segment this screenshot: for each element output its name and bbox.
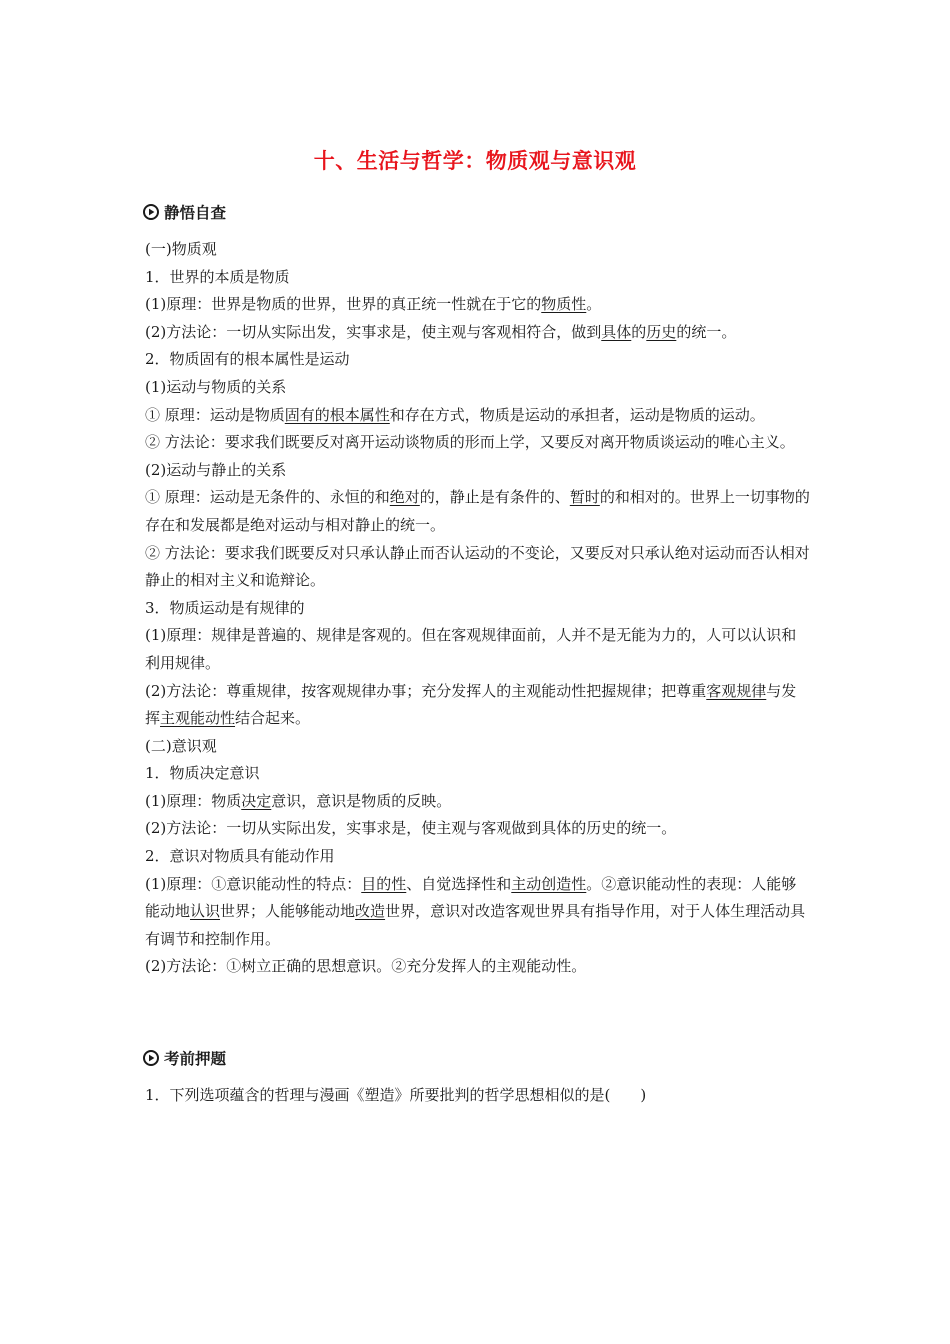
sub-point-heading: (2)运动与静止的关系 — [145, 460, 287, 479]
principle-paragraph: (1)原理：世界是物质的世界，世界的真正统一性就在于它的物质性。 — [145, 295, 602, 314]
sub-point-heading: (1)运动与物质的关系 — [145, 377, 287, 396]
section-heading-exam — [143, 1046, 226, 1070]
play-circle-icon — [143, 204, 159, 220]
principle-paragraph: ① 原理：运动是物质固有的根本属性和存在方式，物质是运动的承担者，运动是物质的运动。 — [145, 405, 765, 424]
underlined-term: 改造 — [355, 902, 386, 921]
subsection-heading: (一)物质观 — [145, 240, 217, 258]
review-content — [145, 236, 810, 981]
method-paragraph: ② 方法论：要求我们既要反对离开运动谈物质的形而上学，又要反对离开物质谈运动的唯心主义。 — [145, 433, 795, 452]
method-paragraph: (2)方法论：一切从实际出发，实事求是，使主观与客观做到具体的历史的统一。 — [145, 819, 677, 838]
underlined-term: 客观规律 — [706, 681, 767, 700]
principle-paragraph: ① 原理：运动是无条件的、永恒的和绝对的，静止是有条件的、暂时的和相对的。世界上一切事物的存在和发展都是绝对运动与相对静止的统一。 — [145, 488, 810, 534]
method-paragraph: (2)方法论：①树立正确的思想意识。②充分发挥人的主观能动性。 — [145, 957, 587, 976]
page-title: 十、生活与哲学：物质观与意识观 — [313, 149, 637, 173]
method-paragraph: (2)方法论：尊重规律，按客观规律办事；充分发挥人的主观能动性把握规律；把尊重客观规律与发挥主观能动性结合起来。 — [145, 681, 797, 728]
underlined-term: 固有的根本属性 — [284, 405, 390, 424]
underlined-term: 物质性 — [541, 295, 587, 314]
underlined-term: 主动创造性 — [511, 874, 587, 893]
underlined-term: 绝对 — [389, 488, 420, 507]
underlined-term: 具体 — [601, 322, 632, 341]
principle-paragraph: (1)原理：①意识能动性的特点：目的性、自觉选择性和主动创造性。②意识能动性的表现：人能够能动地认识世界；人能够能动地改造世界，意识对改造客观世界具有指导作用，对于人体生理活动具有调节和控制作用。 — [145, 874, 806, 948]
principle-paragraph: (1)原理：规律是普遍的、规律是客观的。但在客观规律面前，人并不是无能为力的，人可以认识和利用规律。 — [145, 626, 797, 672]
method-paragraph: (2)方法论：一切从实际出发，实事求是，使主观与客观相符合，做到具体的历史的统一。 — [145, 322, 737, 341]
underlined-term: 暂时 — [569, 488, 600, 507]
question-item: 1．下列选项蕴含的哲理与漫画《塑造》所要批判的哲学思想相似的是( ) — [145, 1086, 647, 1104]
underlined-term: 决定 — [241, 791, 272, 810]
play-circle-icon — [143, 1050, 159, 1066]
method-paragraph: ② 方法论：要求我们既要反对只承认静止而否认运动的不变论，又要反对只承认绝对运动而否认相对静止的相对主义和诡辩论。 — [145, 543, 810, 590]
underlined-term: 历史 — [646, 322, 677, 341]
point-heading: 1．世界的本质是物质 — [145, 267, 290, 286]
subsection-heading: (二)意识观 — [145, 736, 217, 755]
section-heading-review — [143, 200, 226, 224]
point-heading: 2．物质固有的根本属性是运动 — [145, 350, 350, 369]
point-heading: 1．物质决定意识 — [145, 764, 260, 783]
point-heading: 2．意识对物质具有能动作用 — [145, 847, 335, 866]
section-heading-label: 考前押题 — [164, 1050, 227, 1068]
underlined-term: 目的性 — [361, 874, 407, 893]
point-heading: 3．物质运动是有规律的 — [145, 598, 305, 617]
principle-paragraph: (1)原理：物质决定意识，意识是物质的反映。 — [145, 791, 452, 810]
underlined-term: 认识 — [190, 902, 221, 921]
section-heading-label: 静悟自查 — [164, 204, 227, 222]
underlined-term: 主观能动性 — [160, 709, 236, 728]
